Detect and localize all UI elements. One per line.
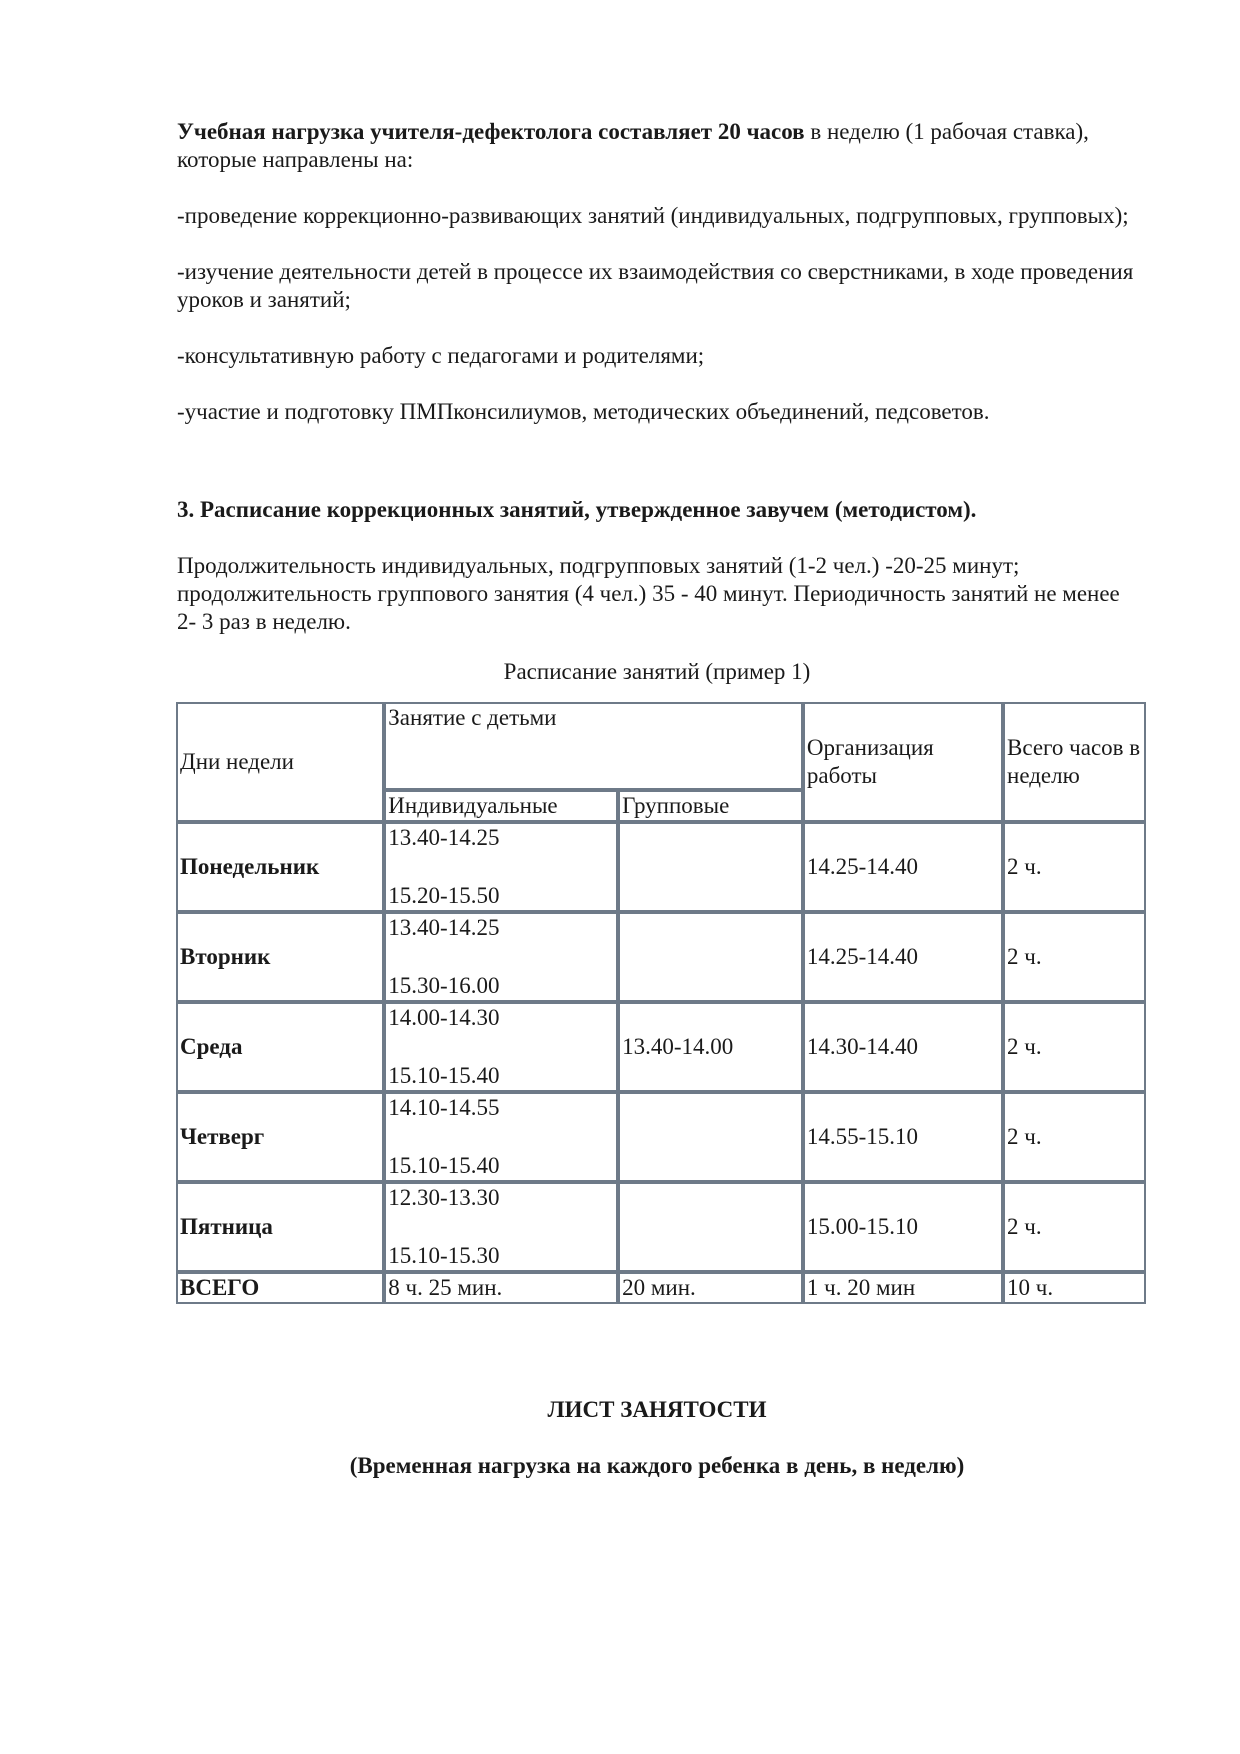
day-cell: Вторник bbox=[176, 912, 384, 1002]
organization-cell: 14.25-14.40 bbox=[803, 822, 1003, 912]
individual-time: 14.00-14.30 bbox=[388, 1005, 500, 1030]
hours-cell: 2 ч. bbox=[1003, 1002, 1146, 1092]
organization-cell: 14.55-15.10 bbox=[803, 1092, 1003, 1182]
individual-time: 13.40-14.25 bbox=[388, 825, 500, 850]
table-row bbox=[176, 1182, 1146, 1272]
duty-item: -консультативную работу с педагогами и родителями; bbox=[177, 343, 705, 368]
day-cell: Четверг bbox=[176, 1092, 384, 1182]
schedule-table bbox=[176, 702, 1146, 1304]
individual-time: 15.10-15.30 bbox=[388, 1243, 500, 1268]
header-total-hours: Всего часов в неделю bbox=[1003, 702, 1146, 822]
section-heading: 3. Расписание коррекционных занятий, утвержденное завучем (методистом). bbox=[177, 497, 977, 522]
intro-bold-lead: Учебная нагрузка учителя-дефектолога составляет 20 часов bbox=[177, 119, 805, 144]
header-group: Групповые bbox=[618, 790, 803, 822]
table-row bbox=[176, 912, 1146, 1002]
table-row bbox=[176, 822, 1146, 912]
total-organization: 1 ч. 20 мин bbox=[803, 1272, 1003, 1304]
group-cell: 13.40-14.00 bbox=[618, 1002, 803, 1092]
individual-cell bbox=[384, 1002, 618, 1092]
total-group: 20 мин. bbox=[618, 1272, 803, 1304]
total-row bbox=[176, 1272, 1146, 1304]
duty-item: -изучение деятельности детей в процессе их взаимодействия со сверстниками, в ходе проведения уроков и занятий; bbox=[177, 259, 1134, 312]
group-cell bbox=[618, 1182, 803, 1272]
individual-time: 15.10-15.40 bbox=[388, 1063, 500, 1088]
table-row bbox=[176, 1002, 1146, 1092]
employment-sheet-subtitle: (Временная нагрузка на каждого ребенка в день, в неделю) bbox=[349, 1453, 965, 1478]
organization-cell: 14.25-14.40 bbox=[803, 912, 1003, 1002]
employment-sheet-title: ЛИСТ ЗАНЯТОСТИ bbox=[547, 1397, 767, 1422]
table-caption: Расписание занятий (пример 1) bbox=[503, 659, 811, 684]
individual-time: 15.20-15.50 bbox=[388, 883, 500, 908]
individual-time: 13.40-14.25 bbox=[388, 915, 500, 940]
duty-item: -проведение коррекционно-развивающих занятий (индивидуальных, подгрупповых, групповых); bbox=[177, 203, 1129, 228]
day-cell: Среда bbox=[176, 1002, 384, 1092]
individual-time: 15.10-15.40 bbox=[388, 1153, 500, 1178]
total-label: ВСЕГО bbox=[176, 1272, 384, 1304]
day-cell: Понедельник bbox=[176, 822, 384, 912]
hours-cell: 2 ч. bbox=[1003, 1182, 1146, 1272]
day-cell: Пятница bbox=[176, 1182, 384, 1272]
hours-cell: 2 ч. bbox=[1003, 912, 1146, 1002]
organization-cell: 15.00-15.10 bbox=[803, 1182, 1003, 1272]
table-row bbox=[176, 1092, 1146, 1182]
group-cell bbox=[618, 1092, 803, 1182]
individual-cell bbox=[384, 1092, 618, 1182]
header-individual: Индивидуальные bbox=[384, 790, 618, 822]
individual-time: 12.30-13.30 bbox=[388, 1185, 500, 1210]
header-organization: Организация работы bbox=[803, 702, 1003, 822]
hours-cell: 2 ч. bbox=[1003, 822, 1146, 912]
intro-lead-rest: в неделю (1 рабочая ставка), которые направлены на: bbox=[177, 119, 1089, 172]
individual-cell bbox=[384, 912, 618, 1002]
total-hours: 10 ч. bbox=[1003, 1272, 1146, 1304]
document-page bbox=[177, 118, 1141, 1480]
individual-cell bbox=[384, 1182, 618, 1272]
duty-item: -участие и подготовку ПМПконсилиумов, методических объединений, педсоветов. bbox=[177, 399, 990, 424]
intro-paragraph bbox=[177, 118, 1137, 174]
header-with-children: Занятие с детьми bbox=[384, 702, 803, 790]
group-cell bbox=[618, 912, 803, 1002]
header-days: Дни недели bbox=[176, 702, 384, 822]
hours-cell: 2 ч. bbox=[1003, 1092, 1146, 1182]
organization-cell: 14.30-14.40 bbox=[803, 1002, 1003, 1092]
individual-time: 15.30-16.00 bbox=[388, 973, 500, 998]
section-description: Продолжительность индивидуальных, подгрупповых занятий (1-2 чел.) -20-25 минут; продолжительность группового занятия (4 чел.) 35 - 40 минут. Периодичность занятий не менее 2- 3 раз в неделю. bbox=[177, 553, 1120, 634]
individual-time: 14.10-14.55 bbox=[388, 1095, 500, 1120]
total-individual: 8 ч. 25 мин. bbox=[384, 1272, 618, 1304]
group-cell bbox=[618, 822, 803, 912]
individual-cell bbox=[384, 822, 618, 912]
